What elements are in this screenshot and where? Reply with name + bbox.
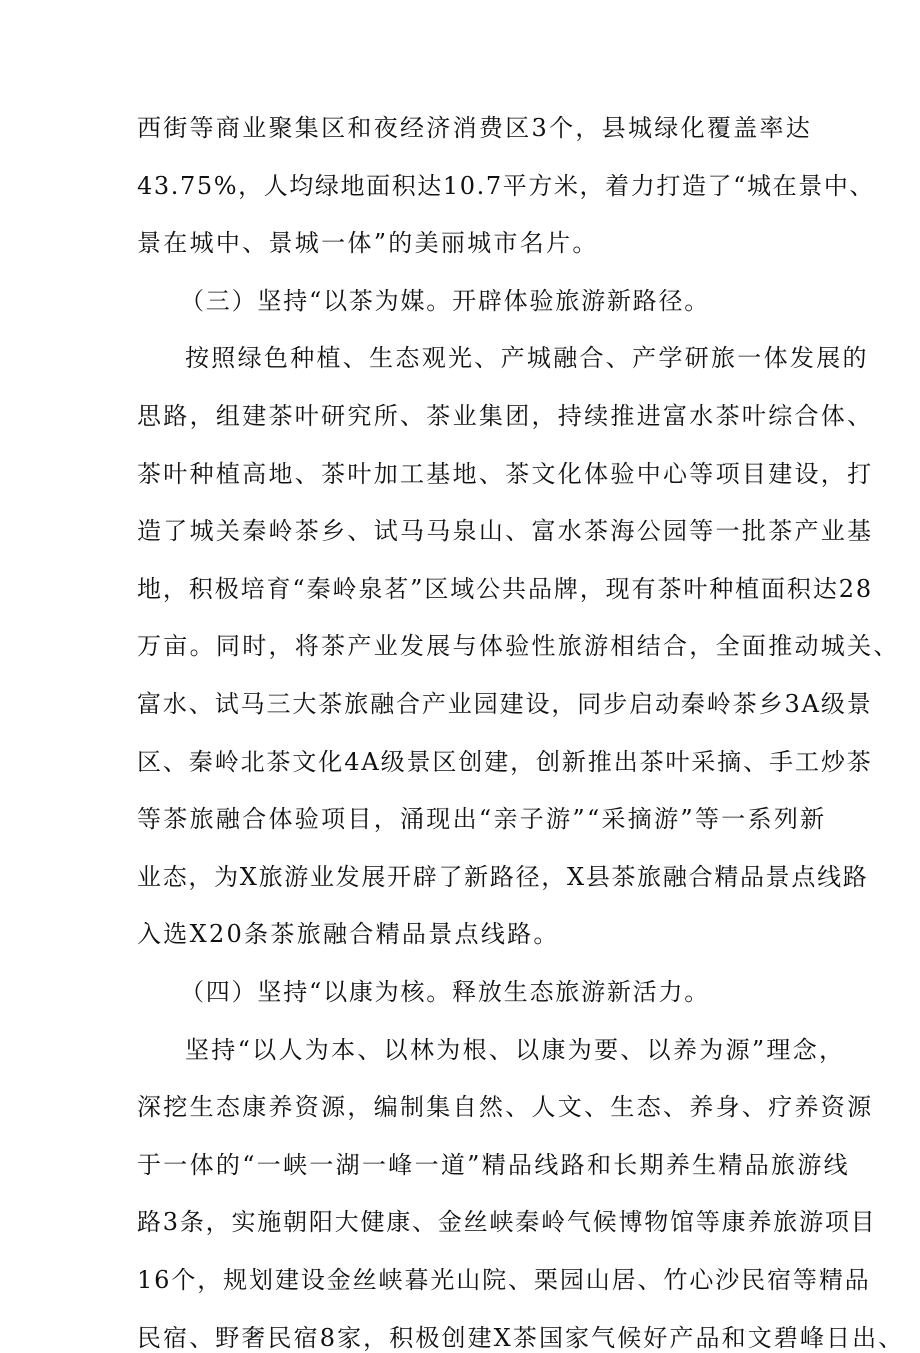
paragraph-line: 于一体的“一峡一湖一峰一道”精品线路和长期养生精品旅游线 bbox=[137, 1151, 850, 1179]
paragraph-line: 深挖生态康养资源，编制集自然、人文、生态、养身、疗养资源 bbox=[137, 1093, 874, 1121]
paragraph-line: 富水、试马三大茶旅融合产业园建设，同步启动秦岭茶乡3A级景 bbox=[137, 690, 873, 718]
paragraph-line: 地，积极培育“秦岭泉茗”区域公共品牌，现有茶叶种植面积达28 bbox=[137, 575, 874, 603]
paragraph-line: 业态，为X旅游业发展开辟了新路径，X县茶旅融合精品景点线路 bbox=[137, 863, 869, 891]
paragraph-line: 按照绿色种植、生态观光、产城融合、产学研旅一体发展的 bbox=[185, 344, 869, 372]
paragraph-line: 路3条，实施朝阳大健康、金丝峡秦岭气候博物馆等康养旅游项目 bbox=[137, 1208, 877, 1236]
paragraph-line: 思路，组建茶叶研究所、茶业集团，持续推进富水茶叶综合体、 bbox=[137, 402, 874, 430]
paragraph-line: 造了城关秦岭茶乡、试马马泉山、富水茶海公园等一批茶产业基 bbox=[137, 517, 874, 545]
paragraph-line: 入选X20条茶旅融合精品景点线路。 bbox=[137, 920, 560, 948]
paragraph-line: 等茶旅融合体验项目，涌现出“亲子游”“采摘游”等一系列新 bbox=[137, 805, 827, 833]
paragraph-line: 万亩。同时，将茶产业发展与体验性旅游相结合，全面推动城关、 bbox=[137, 632, 900, 660]
section-heading-3: （三）坚持“以茶为媒。开辟体验旅游新路径。 bbox=[180, 287, 711, 315]
paragraph-line: 区、秦岭北茶文化4A级景区创建，创新推出茶叶采摘、手工炒茶 bbox=[137, 748, 873, 776]
paragraph-line: 茶叶种植高地、茶叶加工基地、茶文化体验中心等项目建设，打 bbox=[137, 460, 874, 488]
section-heading-4: （四）坚持“以康为核。释放生态旅游新活力。 bbox=[180, 978, 711, 1006]
paragraph-line: 景在城中、景城一体”的美丽城市名片。 bbox=[137, 229, 599, 257]
paragraph-line: 民宿、野奢民宿8家，积极创建X茶国家气候好产品和文碧峰日出、 bbox=[137, 1324, 905, 1352]
paragraph-line: 16个，规划建设金丝峡暮光山院、栗园山居、竹心沙民宿等精品 bbox=[137, 1266, 871, 1294]
paragraph-line: 43.75%，人均绿地面积达10.7平方米，着力打造了“城在景中、 bbox=[137, 172, 876, 200]
paragraph-line: 坚持“以人为本、以林为根、以康为要、以养为源”理念， bbox=[185, 1036, 846, 1064]
paragraph-line: 西街等商业聚集区和夜经济消费区3个，县城绿化覆盖率达 bbox=[137, 114, 813, 142]
